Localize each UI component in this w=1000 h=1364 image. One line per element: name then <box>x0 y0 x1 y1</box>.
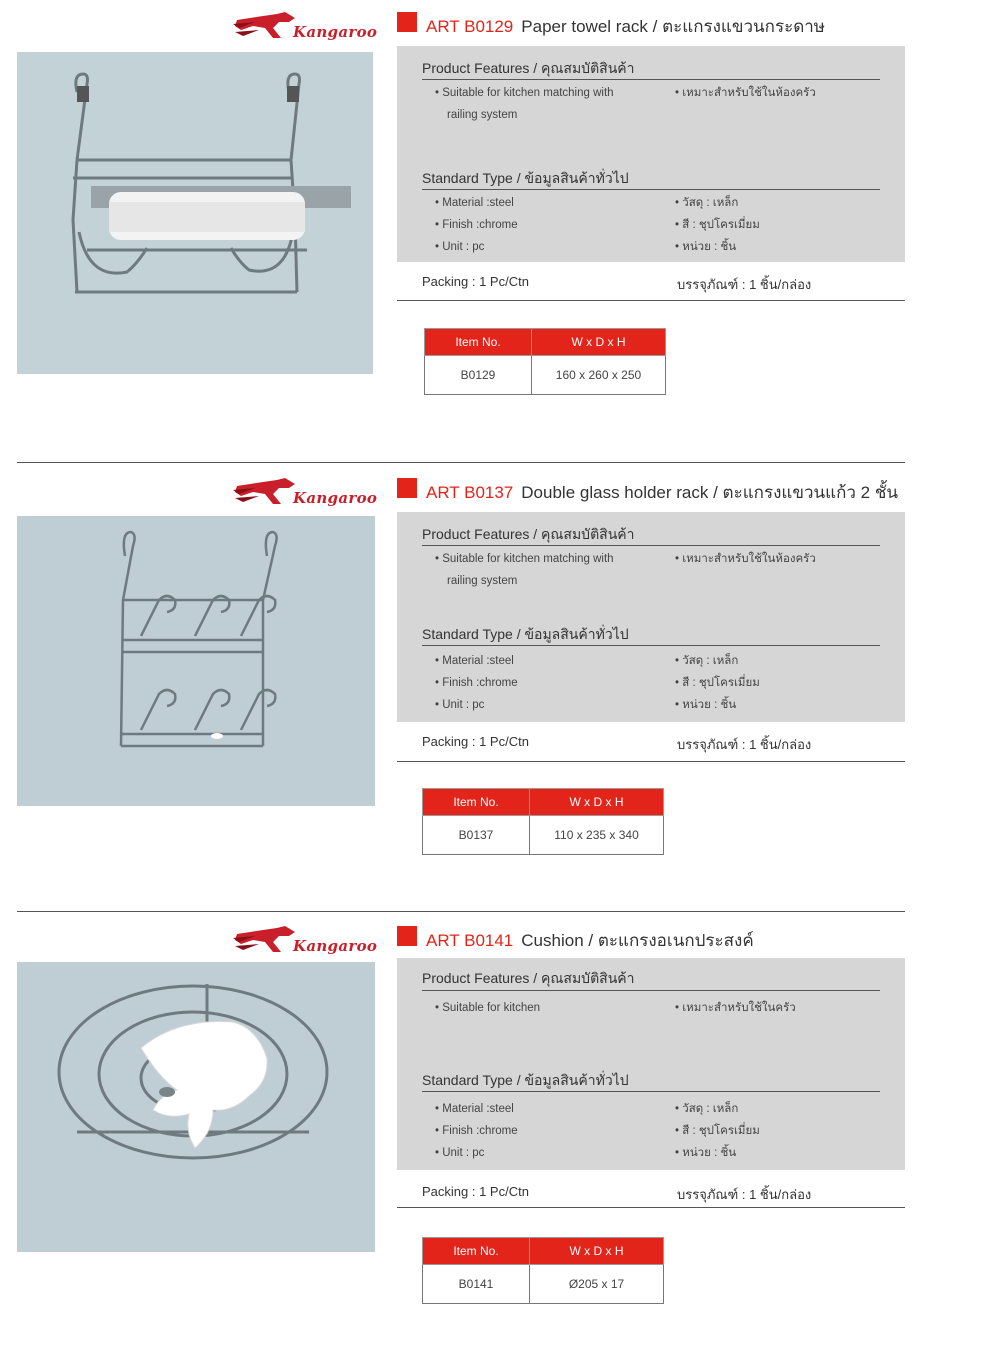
packing-en: Packing : 1 Pc/Ctn <box>422 1184 529 1199</box>
standard-heading: Standard Type / ข้อมูลสินค้าทั่วไป <box>422 1072 629 1088</box>
unit-th: • หน่วย : ชิ้น <box>675 241 737 253</box>
unit-th: • หน่วย : ชิ้น <box>675 1147 737 1159</box>
heading-divider <box>422 545 880 546</box>
logo-wordmark: Kangaroo <box>293 23 378 41</box>
item-no-cell: B0129 <box>425 356 532 395</box>
kangaroo-logo <box>233 478 378 518</box>
heading-divider <box>422 645 880 646</box>
table-header-row <box>425 329 666 356</box>
art-name: Cushion / ตะแกรงอเนกประสงค์ <box>521 931 754 950</box>
spec-table <box>422 1237 664 1304</box>
spec-table <box>424 328 666 395</box>
dims-cell: 160 x 260 x 250 <box>532 356 666 395</box>
unit-en: • Unit : pc <box>435 1147 485 1159</box>
material-en: • Material :steel <box>435 655 514 667</box>
spec-panel <box>397 958 905 1170</box>
packing-en: Packing : 1 Pc/Ctn <box>422 274 529 289</box>
material-th: • วัสดุ : เหล็ก <box>675 197 739 209</box>
feature-th: • เหมาะสำหรับใช้ในห้องครัว <box>675 87 816 99</box>
feature-en-1: • Suitable for kitchen matching with <box>435 87 614 99</box>
product-section-b0141 <box>0 926 1000 1356</box>
art-marker <box>397 926 417 946</box>
packing-divider <box>397 300 905 301</box>
item-no-cell: B0141 <box>423 1265 530 1304</box>
spec-panel <box>397 46 905 262</box>
spec-table <box>422 788 664 855</box>
finish-en: • Finish :chrome <box>435 677 518 689</box>
heading-divider <box>422 1091 880 1092</box>
features-heading: Product Features / คุณสมบัติสินค้า <box>422 526 635 542</box>
product-photo-round-trivet <box>17 962 375 1252</box>
unit-en: • Unit : pc <box>435 241 485 253</box>
material-th: • วัสดุ : เหล็ก <box>675 655 739 667</box>
table-header-row <box>423 1238 664 1265</box>
feature-en-2: railing system <box>447 109 518 121</box>
col-dims-header: W x D x H <box>530 789 664 816</box>
product-section-b0137 <box>0 478 1000 908</box>
art-marker <box>397 478 417 498</box>
packing-divider <box>397 1207 905 1208</box>
art-title <box>426 13 825 40</box>
logo-wordmark: Kangaroo <box>293 937 378 955</box>
finish-th: • สี : ชุปโครเมี่ยม <box>675 219 760 231</box>
art-title <box>426 927 754 954</box>
col-item-header: Item No. <box>423 789 530 816</box>
packing-th: บรรจุภัณฑ์ : 1 ชิ้น/กล่อง <box>677 277 812 292</box>
logo-wordmark: Kangaroo <box>293 489 378 507</box>
unit-en: • Unit : pc <box>435 699 485 711</box>
table-row <box>423 816 664 855</box>
material-en: • Material :steel <box>435 197 514 209</box>
table-row <box>423 1265 664 1304</box>
item-no-cell: B0137 <box>423 816 530 855</box>
standard-heading: Standard Type / ข้อมูลสินค้าทั่วไป <box>422 170 629 186</box>
kangaroo-logo <box>233 12 378 52</box>
heading-divider <box>422 990 880 991</box>
art-name: Double glass holder rack / ตะแกรงแขวนแก้ว 2 ชั้น <box>521 483 899 502</box>
art-marker <box>397 12 417 32</box>
packing-divider <box>397 761 905 762</box>
art-code: ART B0129 <box>426 17 514 36</box>
table-header-row <box>423 789 664 816</box>
kangaroo-logo <box>233 926 378 966</box>
col-dims-header: W x D x H <box>532 329 666 356</box>
feature-en-1: • Suitable for kitchen matching with <box>435 553 614 565</box>
product-photo-paper-towel-rack <box>17 52 373 374</box>
standard-heading: Standard Type / ข้อมูลสินค้าทั่วไป <box>422 626 629 642</box>
feature-en-1: • Suitable for kitchen <box>435 1002 541 1014</box>
heading-divider <box>422 189 880 190</box>
heading-divider <box>422 79 880 80</box>
table-row <box>425 356 666 395</box>
packing-row <box>397 274 905 300</box>
product-photo-glass-holder-rack <box>17 516 375 806</box>
feature-th: • เหมาะสำหรับใช้ในครัว <box>675 1002 796 1014</box>
features-heading: Product Features / คุณสมบัติสินค้า <box>422 60 635 76</box>
feature-th: • เหมาะสำหรับใช้ในห้องครัว <box>675 553 816 565</box>
art-title <box>426 479 898 506</box>
dims-cell: Ø205 x 17 <box>530 1265 664 1304</box>
art-code: ART B0137 <box>426 483 514 502</box>
finish-th: • สี : ชุปโครเมี่ยม <box>675 1125 760 1137</box>
section-divider <box>17 911 905 912</box>
packing-th: บรรจุภัณฑ์ : 1 ชิ้น/กล่อง <box>677 1187 812 1202</box>
spec-panel <box>397 512 905 722</box>
unit-th: • หน่วย : ชิ้น <box>675 699 737 711</box>
packing-th: บรรจุภัณฑ์ : 1 ชิ้น/กล่อง <box>677 737 812 752</box>
features-heading: Product Features / คุณสมบัติสินค้า <box>422 970 635 986</box>
feature-en-2: railing system <box>447 575 518 587</box>
finish-en: • Finish :chrome <box>435 219 518 231</box>
finish-th: • สี : ชุปโครเมี่ยม <box>675 677 760 689</box>
material-th: • วัสดุ : เหล็ก <box>675 1103 739 1115</box>
art-code: ART B0141 <box>426 931 514 950</box>
material-en: • Material :steel <box>435 1103 514 1115</box>
packing-en: Packing : 1 Pc/Ctn <box>422 734 529 749</box>
col-item-header: Item No. <box>423 1238 530 1265</box>
section-divider <box>17 462 905 463</box>
dims-cell: 110 x 235 x 340 <box>530 816 664 855</box>
finish-en: • Finish :chrome <box>435 1125 518 1137</box>
art-name: Paper towel rack / ตะแกรงแขวนกระดาษ <box>521 17 826 36</box>
col-dims-header: W x D x H <box>530 1238 664 1265</box>
packing-row <box>397 734 905 760</box>
product-section-b0129 <box>0 12 1000 442</box>
col-item-header: Item No. <box>425 329 532 356</box>
